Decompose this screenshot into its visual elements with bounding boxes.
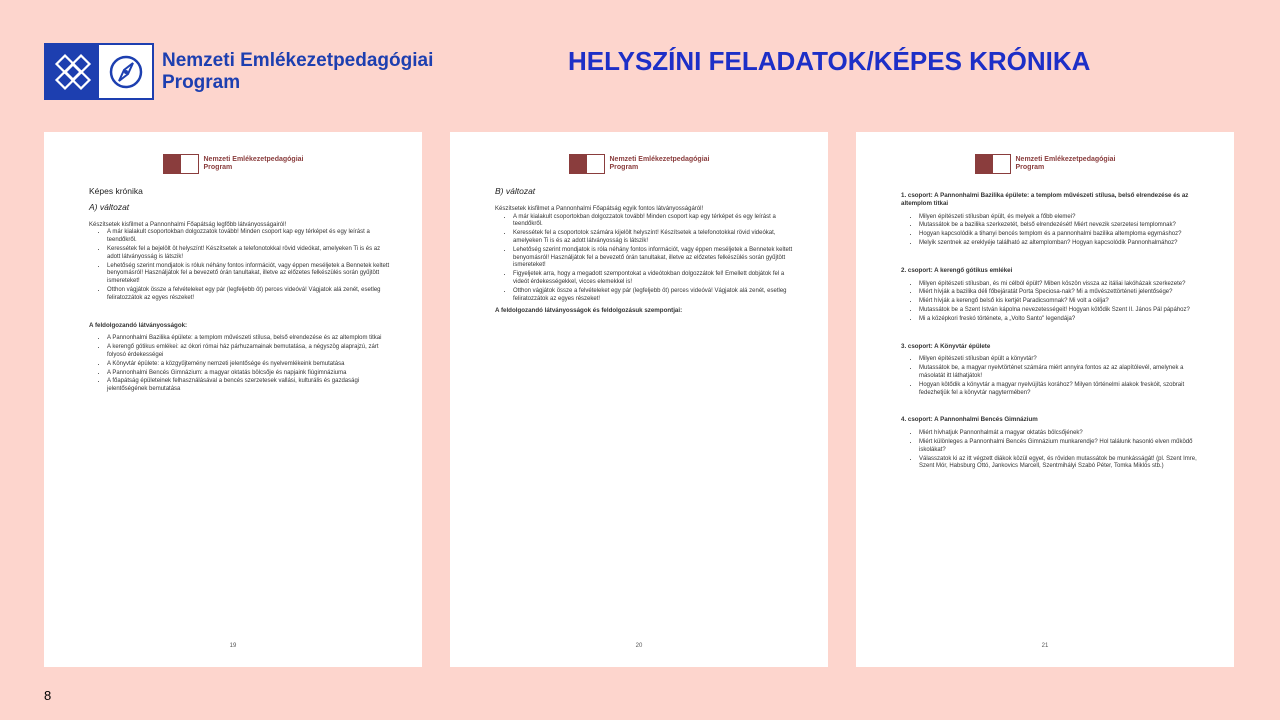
list-item: • A már kialakult csoportokban dolgozzatok tovább! Minden csoport kap egy térképet és egy leírást a teendőkről. bbox=[513, 214, 796, 230]
list-item: • Miért különleges a Pannonhalmi Bencés Gimnázium munkarendje? Hol találunk hasonló elven működő iskolákat? bbox=[919, 439, 1202, 455]
intro-text: Készítsetek kisfilmet a Pannonhalmi Főapátság legfőbb látványosságairól! bbox=[89, 221, 287, 228]
question-list bbox=[919, 281, 1202, 324]
section-heading: A feldolgozandó látványosságok és feldolgozásuk szempontjai: bbox=[495, 307, 683, 315]
list-item: • Miért hívják a bazilika déli főbejáratát Porta Speciosa-nak? Mi a művészettörténeti jelentősége? bbox=[919, 289, 1202, 297]
page-header-title: Nemzeti Emlékezetpedagógiai Program bbox=[203, 156, 304, 171]
page-body bbox=[495, 188, 796, 321]
page-title: Képes krónika bbox=[89, 186, 143, 196]
list-item: • Keressétek fel a bejelölt öt helyszínt! Készítsetek a telefonotokkal rövid videókat, amelyeken Ti is és az adott látványosság is látszik! bbox=[107, 246, 390, 262]
list-item: • Mutassátok be a Szent István kápolna nevezetességeit! Hogyan kötődik Szent II. János Pál pápához? bbox=[919, 307, 1202, 315]
page-header-title: Nemzeti Emlékezetpedagógiai Program bbox=[609, 156, 710, 171]
page-body bbox=[89, 188, 390, 395]
task-list bbox=[107, 229, 390, 302]
page-number: 21 bbox=[1041, 643, 1049, 649]
task-list bbox=[513, 214, 796, 304]
compass-icon bbox=[99, 45, 152, 98]
page-header-title: Nemzeti Emlékezetpedagógiai Program bbox=[1015, 156, 1116, 171]
list-item: • Mi a középkori freskó története, a „Volto Santo" legendája? bbox=[919, 316, 1202, 324]
list-item: • Milyen építészeti stílusban épült, és melyek a főbb elemei? bbox=[919, 214, 1202, 222]
list-item: • Mutassátok be a bazilika szerkezetét, belső elrendezését! Miért nevezik szerzetesi templomnak? bbox=[919, 222, 1202, 230]
question-list bbox=[919, 356, 1202, 397]
page-number: 20 bbox=[635, 643, 643, 649]
list-item: • Miért hívják a kerengő belső kis kertjét Paradicsomnak? Mi volt a célja? bbox=[919, 298, 1202, 306]
page-logo-icon bbox=[163, 154, 199, 174]
list-item: • A Könyvtár épülete: a közgyűjtemény nemzeti jelentősége és nyelvemlékeink bemutatása bbox=[107, 361, 390, 369]
list-item: • Melyik szentnek az ereklyéje található az altemplomban? Hogyan kapcsolódik Pannonhalmához? bbox=[919, 240, 1202, 248]
document-page-21 bbox=[856, 132, 1234, 667]
section-heading: A feldolgozandó látványosságok: bbox=[89, 321, 188, 329]
document-page-20 bbox=[450, 132, 828, 667]
list-item: • Hogyan kapcsolódik a tihanyi bencés templom és a pannonhalmi bazilika altemploma egymáshoz? bbox=[919, 231, 1202, 239]
slide-title: HELYSZÍNI FELADATOK/KÉPES KRÓNIKA bbox=[568, 46, 1091, 76]
variant-title: A) változat bbox=[89, 201, 130, 212]
sights-list bbox=[107, 335, 390, 394]
list-item: • A főapátság épületeinek felhasználásával a bencés szerzetesek vallási, kulturális és gazdasági jelentőségének bemutatása bbox=[107, 378, 390, 394]
page-header bbox=[450, 154, 828, 174]
list-item: • Miért hívhatjuk Pannonhalmát a magyar oktatás bölcsőjének? bbox=[919, 430, 1202, 438]
page-logo-icon bbox=[975, 154, 1011, 174]
list-item: • A Pannonhalmi Bencés Gimnázium: a magyar oktatás bölcsője és napjaink fiúgimnáziuma bbox=[107, 370, 390, 378]
brand-logo bbox=[44, 43, 154, 100]
page-header bbox=[856, 154, 1234, 174]
list-item: • A már kialakult csoportokban dolgozzatok tovább! Minden csoport kap egy térképet és egy leírást a teendőkről. bbox=[107, 229, 390, 245]
list-item: • Hogyan kötődik a könyvtár a magyar nyelvújítás korához? Milyen történelmi alakok freskóit, szobrait fedezhetjük fel a könyvtár nagytermében? bbox=[919, 382, 1202, 398]
question-list bbox=[919, 214, 1202, 248]
list-item: • Lehetőség szerint mondjatok is róla néhány fontos információt, vagy éppen meséljetek a Bennetek keltett benyomásról! Használjátok fel a bevezető órán tanultakat, illetve az előzetes felkészülés során gyűjtött ismereteket! bbox=[513, 247, 796, 270]
question-list bbox=[919, 430, 1202, 471]
list-item: • Lehetőség szerint mondjatok is róluk néhány fontos információt, vagy éppen meséljetek a Bennetek keltett benyomásról! Használjátok fel a bevezető órán tanultakat, illetve az előzetes felkészülés során gyűjtött ismereteket! bbox=[107, 263, 390, 286]
group-heading: 4. csoport: A Pannonhalmi Bencés Gimnázium bbox=[901, 416, 1038, 424]
brand-name-line2: Program bbox=[162, 71, 241, 93]
list-item: • Milyen építészeti stílusban épült a könyvtár? bbox=[919, 356, 1202, 364]
list-item: • Keressétek fel a csoportotok számára kijelölt helyszínt! Készítsetek a telefonotokkal rövid videókat, amelyeken Ti is és az adott látványosság is látszik! bbox=[513, 230, 796, 246]
variant-title: B) változat bbox=[495, 186, 536, 196]
brand-logo-block bbox=[44, 43, 433, 100]
group-heading: 3. csoport: A Könyvtár épülete bbox=[901, 342, 991, 350]
list-item: • Otthon vágjátok össze a felvételeket egy pár (legfeljebb öt) perces videóvá! Vágjatok alá zenét, esetleg feliratozzátok az egyes részeket! bbox=[107, 287, 390, 303]
list-item: • Otthon vágjátok össze a felvételeket egy pár (legfeljebb öt) perces videóvá! Vágjatok alá zenét, esetleg feliratozzátok az egyes részeket! bbox=[513, 288, 796, 304]
page-logo-icon bbox=[569, 154, 605, 174]
brand-name-line1: Nemzeti Emlékezetpedagógiai bbox=[162, 49, 434, 71]
list-item: • Mutassátok be, a magyar nyelvtörténet számára miért annyira fontos az az alapítólevél, amelynek a másolatát itt láthatjátok! bbox=[919, 365, 1202, 381]
list-item: • Milyen építészeti stílusban, és mi célból épült? Miben köszön vissza az itáliai lakóházak szerkezete? bbox=[919, 281, 1202, 289]
intro-text: Készítsetek kisfilmet a Pannonhalmi Főapátság egyik fontos látványosságáról! bbox=[495, 205, 704, 212]
list-item: • Figyeljetek arra, hogy a megadott szempontokat a videótokban dolgozzátok fel! Emellett dobjátok fel a videót érdekességekkel, vicces elemekkel is! bbox=[513, 271, 796, 287]
brand-name bbox=[162, 50, 433, 94]
list-item: • A Pannonhalmi Bazilika épülete: a templom művészeti stílusa, belső elrendezése és az altemplom titkai bbox=[107, 335, 390, 343]
group-heading: 1. csoport: A Pannonhalmi Bazilika épülete: a templom művészeti stílusa, belső elrendezése és az altemplom titkai bbox=[901, 192, 1189, 207]
page-number: 19 bbox=[229, 643, 237, 649]
celtic-knot-icon bbox=[46, 45, 99, 98]
page-header bbox=[44, 154, 422, 174]
slide-number: 8 bbox=[44, 688, 52, 703]
list-item: • Válasszatok ki az itt végzett diákok közül egyet, és röviden mutassátok be munkásságát! (pl. Szent Imre, Szent Mór, Habsburg Ottó, Jankovics Marcell, Szentmihályi Szabó Péter, Tomka Miklós stb.) bbox=[919, 456, 1202, 472]
page-body bbox=[901, 188, 1202, 472]
list-item: • A kerengő gótikus emlékei: az ókori római ház párhuzamainak bemutatása, a négyszög alaprajzú, zárt folyosó érdekességei bbox=[107, 344, 390, 360]
group-heading: 2. csoport: A kerengő gótikus emlékei bbox=[901, 266, 1013, 274]
document-page-19 bbox=[44, 132, 422, 667]
